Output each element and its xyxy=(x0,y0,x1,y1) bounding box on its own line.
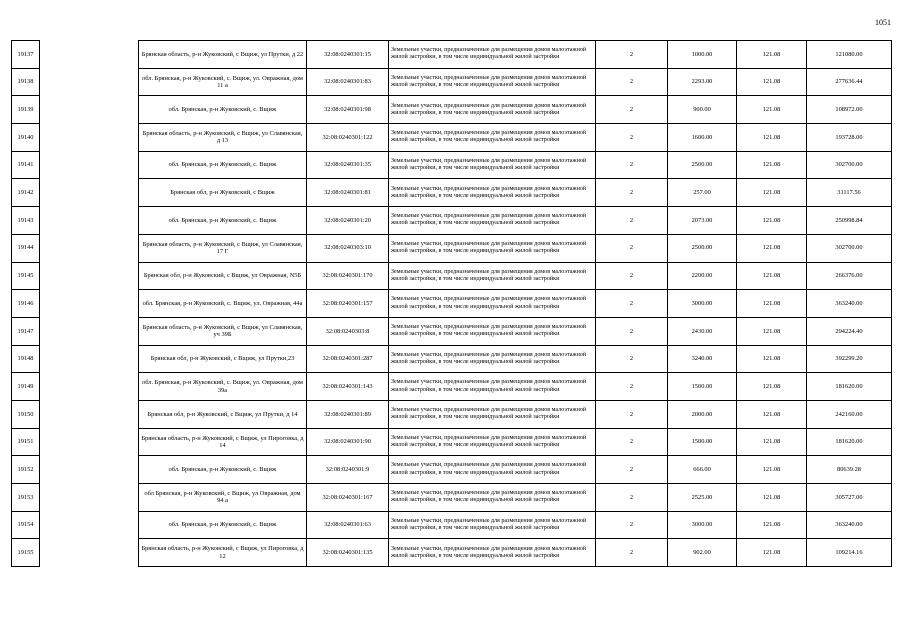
specific-value-cell: 121.08 xyxy=(737,207,807,235)
address-cell: Брянская обл, р-н Жуковский, с Вщиж xyxy=(139,179,307,207)
blank-cell xyxy=(40,539,139,567)
permitted-use-cell: Земельные участки, предназначенные для размещения домов малоэтажной жилой застройки, в том числе индивидуальной жилой застройки xyxy=(389,400,596,428)
cadastral-value-cell: 363240.00 xyxy=(807,511,892,539)
address-cell: обл. Брянская, р-н Жуковский, с. Вщиж, ул. Овражная, 44а xyxy=(139,290,307,318)
permitted-use-cell: Земельные участки, предназначенные для размещения домов малоэтажной жилой застройки, в том числе индивидуальной жилой застройки xyxy=(389,428,596,456)
table-row xyxy=(12,207,892,235)
permitted-use-cell: Земельные участки, предназначенные для размещения домов малоэтажной жилой застройки, в том числе индивидуальной жилой застройки xyxy=(389,207,596,235)
table-row xyxy=(12,151,892,179)
cadastral-number-cell: 32:08:0240301:20 xyxy=(307,207,389,235)
blank-cell xyxy=(40,290,139,318)
cadastral-value-cell: 181620.00 xyxy=(807,373,892,401)
group-cell: 2 xyxy=(596,428,668,456)
group-cell: 2 xyxy=(596,484,668,512)
table-row xyxy=(12,400,892,428)
specific-value-cell: 121.08 xyxy=(737,400,807,428)
address-cell: Брянская область, р-н Жуковский, с Вщиж, ул Славянская, уч 39Б xyxy=(139,317,307,345)
cadastral-value-cell: 305727.00 xyxy=(807,484,892,512)
cadastral-value-cell: 302700.00 xyxy=(807,151,892,179)
cadastral-value-cell: 250998.84 xyxy=(807,207,892,235)
blank-cell xyxy=(40,207,139,235)
specific-value-cell: 121.08 xyxy=(737,456,807,484)
cadastral-number-cell: 32:08:0240301:170 xyxy=(307,262,389,290)
permitted-use-cell: Земельные участки, предназначенные для размещения домов малоэтажной жилой застройки, в том числе индивидуальной жилой застройки xyxy=(389,179,596,207)
area-cell: 257.00 xyxy=(668,179,737,207)
cadastral-number-cell: 32:08:0240303:8 xyxy=(307,317,389,345)
address-cell: Брянская область, р-н Жуковский, с Вщиж, ул Славянская, 17 Г xyxy=(139,234,307,262)
specific-value-cell: 121.08 xyxy=(737,234,807,262)
cadastral-number-cell: 32:08:0240301:143 xyxy=(307,373,389,401)
permitted-use-cell: Земельные участки, предназначенные для размещения домов малоэтажной жилой застройки, в том числе индивидуальной жилой застройки xyxy=(389,262,596,290)
table-row xyxy=(12,124,892,152)
cadastral-value-cell: 242160.00 xyxy=(807,400,892,428)
cadastral-number-cell: 32:08:0240301:122 xyxy=(307,124,389,152)
blank-cell xyxy=(40,41,139,69)
row-number: 19149 xyxy=(12,373,40,401)
cadastral-value-cell: 121080.00 xyxy=(807,41,892,69)
page-number: 1051 xyxy=(875,18,891,27)
land-plots-table xyxy=(11,40,892,567)
address-cell: обл Брянская, р-н Жуковский, с Вщиж, ул Овражная, дом 94 а xyxy=(139,484,307,512)
cadastral-number-cell: 32:08:0240301:15 xyxy=(307,41,389,69)
row-number: 19139 xyxy=(12,96,40,124)
table-row xyxy=(12,234,892,262)
cadastral-value-cell: 302700.00 xyxy=(807,234,892,262)
area-cell: 900.00 xyxy=(668,96,737,124)
address-cell: Брянская область, р-н Жуковский, с Вщиж, ул Прутки, д 22 xyxy=(139,41,307,69)
cadastral-value-cell: 109214.16 xyxy=(807,539,892,567)
area-cell: 1500.00 xyxy=(668,373,737,401)
blank-cell xyxy=(40,96,139,124)
cadastral-number-cell: 32:08:0240301:83 xyxy=(307,68,389,96)
blank-cell xyxy=(40,345,139,373)
table-row xyxy=(12,68,892,96)
table-row xyxy=(12,317,892,345)
row-number: 19142 xyxy=(12,179,40,207)
cadastral-number-cell: 32:08:0240301:135 xyxy=(307,539,389,567)
group-cell: 2 xyxy=(596,539,668,567)
permitted-use-cell: Земельные участки, предназначенные для размещения домов малоэтажной жилой застройки, в том числе индивидуальной жилой застройки xyxy=(389,456,596,484)
permitted-use-cell: Земельные участки, предназначенные для размещения домов малоэтажной жилой застройки, в том числе индивидуальной жилой застройки xyxy=(389,124,596,152)
table-row xyxy=(12,428,892,456)
table-row xyxy=(12,484,892,512)
specific-value-cell: 121.08 xyxy=(737,124,807,152)
address-cell: обл. Брянская, р-н Жуковский, с. Вщиж xyxy=(139,151,307,179)
group-cell: 2 xyxy=(596,290,668,318)
area-cell: 2000.00 xyxy=(668,400,737,428)
group-cell: 2 xyxy=(596,96,668,124)
row-number: 19154 xyxy=(12,511,40,539)
area-cell: 3000.00 xyxy=(668,290,737,318)
area-cell: 2200.00 xyxy=(668,262,737,290)
group-cell: 2 xyxy=(596,234,668,262)
row-number: 19137 xyxy=(12,41,40,69)
address-cell: Брянская обл, р-н Жуковский, с Вщиж, ул Прутки, д 14 xyxy=(139,400,307,428)
table-row xyxy=(12,345,892,373)
address-cell: Брянская область, р-н Жуковский, с Вщиж, ул Пироговка, д 14 xyxy=(139,428,307,456)
cadastral-value-cell: 277636.44 xyxy=(807,68,892,96)
cadastral-number-cell: 32:08:0240301:287 xyxy=(307,345,389,373)
area-cell: 2293.00 xyxy=(668,68,737,96)
row-number: 19145 xyxy=(12,262,40,290)
area-cell: 2073.00 xyxy=(668,207,737,235)
area-cell: 2430.00 xyxy=(668,317,737,345)
permitted-use-cell: Земельные участки, предназначенные для размещения домов малоэтажной жилой застройки, в том числе индивидуальной жилой застройки xyxy=(389,41,596,69)
table-row xyxy=(12,539,892,567)
permitted-use-cell: Земельные участки, предназначенные для размещения домов малоэтажной жилой застройки, в том числе индивидуальной жилой застройки xyxy=(389,484,596,512)
specific-value-cell: 121.08 xyxy=(737,151,807,179)
permitted-use-cell: Земельные участки, предназначенные для размещения домов малоэтажной жилой застройки, в том числе индивидуальной жилой застройки xyxy=(389,511,596,539)
row-number: 19152 xyxy=(12,456,40,484)
cadastral-number-cell: 32:08:0240301:89 xyxy=(307,400,389,428)
address-cell: обл. Брянская, р-н Жуковский, с. Вщиж, ул. Овражная, дом 11 а xyxy=(139,68,307,96)
row-number: 19153 xyxy=(12,484,40,512)
blank-cell xyxy=(40,68,139,96)
row-number: 19151 xyxy=(12,428,40,456)
area-cell: 3240.00 xyxy=(668,345,737,373)
specific-value-cell: 121.08 xyxy=(737,96,807,124)
area-cell: 666.00 xyxy=(668,456,737,484)
specific-value-cell: 121.08 xyxy=(737,262,807,290)
row-number: 19141 xyxy=(12,151,40,179)
permitted-use-cell: Земельные участки, предназначенные для размещения домов малоэтажной жилой застройки, в том числе индивидуальной жилой застройки xyxy=(389,539,596,567)
group-cell: 2 xyxy=(596,207,668,235)
table-body xyxy=(12,41,892,567)
table-row xyxy=(12,373,892,401)
permitted-use-cell: Земельные участки, предназначенные для размещения домов малоэтажной жилой застройки, в том числе индивидуальной жилой застройки xyxy=(389,317,596,345)
table-row xyxy=(12,96,892,124)
permitted-use-cell: Земельные участки, предназначенные для размещения домов малоэтажной жилой застройки, в том числе индивидуальной жилой застройки xyxy=(389,345,596,373)
address-cell: обл. Брянская, р-н Жуковский, с. Вщиж xyxy=(139,207,307,235)
specific-value-cell: 121.08 xyxy=(737,345,807,373)
blank-cell xyxy=(40,234,139,262)
row-number: 19138 xyxy=(12,68,40,96)
permitted-use-cell: Земельные участки, предназначенные для размещения домов малоэтажной жилой застройки, в том числе индивидуальной жилой застройки xyxy=(389,373,596,401)
specific-value-cell: 121.08 xyxy=(737,317,807,345)
cadastral-number-cell: 32:08:0240301:90 xyxy=(307,428,389,456)
cadastral-value-cell: 266376.00 xyxy=(807,262,892,290)
table-row xyxy=(12,290,892,318)
group-cell: 2 xyxy=(596,345,668,373)
cadastral-value-cell: 108972.00 xyxy=(807,96,892,124)
cadastral-number-cell: 32:08:0240303:10 xyxy=(307,234,389,262)
area-cell: 3000.00 xyxy=(668,511,737,539)
address-cell: обл. Брянская, р-н Жуковский, с. Вщиж xyxy=(139,96,307,124)
specific-value-cell: 121.08 xyxy=(737,68,807,96)
blank-cell xyxy=(40,373,139,401)
row-number: 19155 xyxy=(12,539,40,567)
group-cell: 2 xyxy=(596,400,668,428)
specific-value-cell: 121.08 xyxy=(737,373,807,401)
table-row xyxy=(12,456,892,484)
cadastral-value-cell: 294224.40 xyxy=(807,317,892,345)
row-number: 19144 xyxy=(12,234,40,262)
table-row xyxy=(12,511,892,539)
area-cell: 902.00 xyxy=(668,539,737,567)
specific-value-cell: 121.08 xyxy=(737,428,807,456)
blank-cell xyxy=(40,400,139,428)
group-cell: 2 xyxy=(596,68,668,96)
cadastral-number-cell: 32:08:0240301:35 xyxy=(307,151,389,179)
cadastral-value-cell: 392299.20 xyxy=(807,345,892,373)
specific-value-cell: 121.08 xyxy=(737,511,807,539)
area-cell: 2525.00 xyxy=(668,484,737,512)
area-cell: 1600.00 xyxy=(668,124,737,152)
specific-value-cell: 121.08 xyxy=(737,179,807,207)
cadastral-value-cell: 31117.56 xyxy=(807,179,892,207)
blank-cell xyxy=(40,124,139,152)
group-cell: 2 xyxy=(596,179,668,207)
row-number: 19150 xyxy=(12,400,40,428)
address-cell: Брянская область, р-н Жуковский, с Вщиж, ул Пироговка, д 12 xyxy=(139,539,307,567)
cadastral-number-cell: 32:08:0240301:63 xyxy=(307,511,389,539)
blank-cell xyxy=(40,456,139,484)
table-row xyxy=(12,41,892,69)
cadastral-value-cell: 363240.00 xyxy=(807,290,892,318)
specific-value-cell: 121.08 xyxy=(737,41,807,69)
row-number: 19147 xyxy=(12,317,40,345)
area-cell: 1500.00 xyxy=(668,428,737,456)
cadastral-number-cell: 32:08:0240301:9 xyxy=(307,456,389,484)
group-cell: 2 xyxy=(596,262,668,290)
table-row xyxy=(12,262,892,290)
cadastral-value-cell: 80639.28 xyxy=(807,456,892,484)
cadastral-number-cell: 32:08:0240301:167 xyxy=(307,484,389,512)
group-cell: 2 xyxy=(596,456,668,484)
row-number: 19146 xyxy=(12,290,40,318)
row-number: 19148 xyxy=(12,345,40,373)
address-cell: обл. Брянская, р-н Жуковский, с. Вщиж xyxy=(139,511,307,539)
cadastral-number-cell: 32:08:0240301:98 xyxy=(307,96,389,124)
address-cell: Брянская область, р-н Жуковский, с Вщиж, ул Славянская, д 13 xyxy=(139,124,307,152)
blank-cell xyxy=(40,511,139,539)
specific-value-cell: 121.08 xyxy=(737,484,807,512)
group-cell: 2 xyxy=(596,124,668,152)
address-cell: Брянская обл, р-н Жуковский, с Вщиж, ул Прутки,23 xyxy=(139,345,307,373)
cadastral-number-cell: 32:08:0240301:81 xyxy=(307,179,389,207)
group-cell: 2 xyxy=(596,41,668,69)
cadastral-value-cell: 181620.00 xyxy=(807,428,892,456)
row-number: 19140 xyxy=(12,124,40,152)
permitted-use-cell: Земельные участки, предназначенные для размещения домов малоэтажной жилой застройки, в том числе индивидуальной жилой застройки xyxy=(389,290,596,318)
address-cell: обл. Брянская, р-н Жуковский, с. Вщиж, ул. Овражная, дом 39а xyxy=(139,373,307,401)
row-number: 19143 xyxy=(12,207,40,235)
permitted-use-cell: Земельные участки, предназначенные для размещения домов малоэтажной жилой застройки, в том числе индивидуальной жилой застройки xyxy=(389,96,596,124)
area-cell: 2500.00 xyxy=(668,151,737,179)
blank-cell xyxy=(40,179,139,207)
cadastral-value-cell: 193728.00 xyxy=(807,124,892,152)
blank-cell xyxy=(40,262,139,290)
area-cell: 2500.00 xyxy=(668,234,737,262)
blank-cell xyxy=(40,428,139,456)
blank-cell xyxy=(40,484,139,512)
permitted-use-cell: Земельные участки, предназначенные для размещения домов малоэтажной жилой застройки, в том числе индивидуальной жилой застройки xyxy=(389,151,596,179)
area-cell: 1000.00 xyxy=(668,41,737,69)
group-cell: 2 xyxy=(596,317,668,345)
blank-cell xyxy=(40,151,139,179)
group-cell: 2 xyxy=(596,151,668,179)
address-cell: Брянская обл, р-н Жуковский, с Вщиж, ул Овражная, N5Б xyxy=(139,262,307,290)
permitted-use-cell: Земельные участки, предназначенные для размещения домов малоэтажной жилой застройки, в том числе индивидуальной жилой застройки xyxy=(389,68,596,96)
cadastral-number-cell: 32:08:0240301:157 xyxy=(307,290,389,318)
blank-cell xyxy=(40,317,139,345)
address-cell: обл. Брянская, р-н Жуковский, с. Вщиж xyxy=(139,456,307,484)
table-row xyxy=(12,179,892,207)
specific-value-cell: 121.08 xyxy=(737,539,807,567)
specific-value-cell: 121.08 xyxy=(737,290,807,318)
group-cell: 2 xyxy=(596,373,668,401)
group-cell: 2 xyxy=(596,511,668,539)
permitted-use-cell: Земельные участки, предназначенные для размещения домов малоэтажной жилой застройки, в том числе индивидуальной жилой застройки xyxy=(389,234,596,262)
